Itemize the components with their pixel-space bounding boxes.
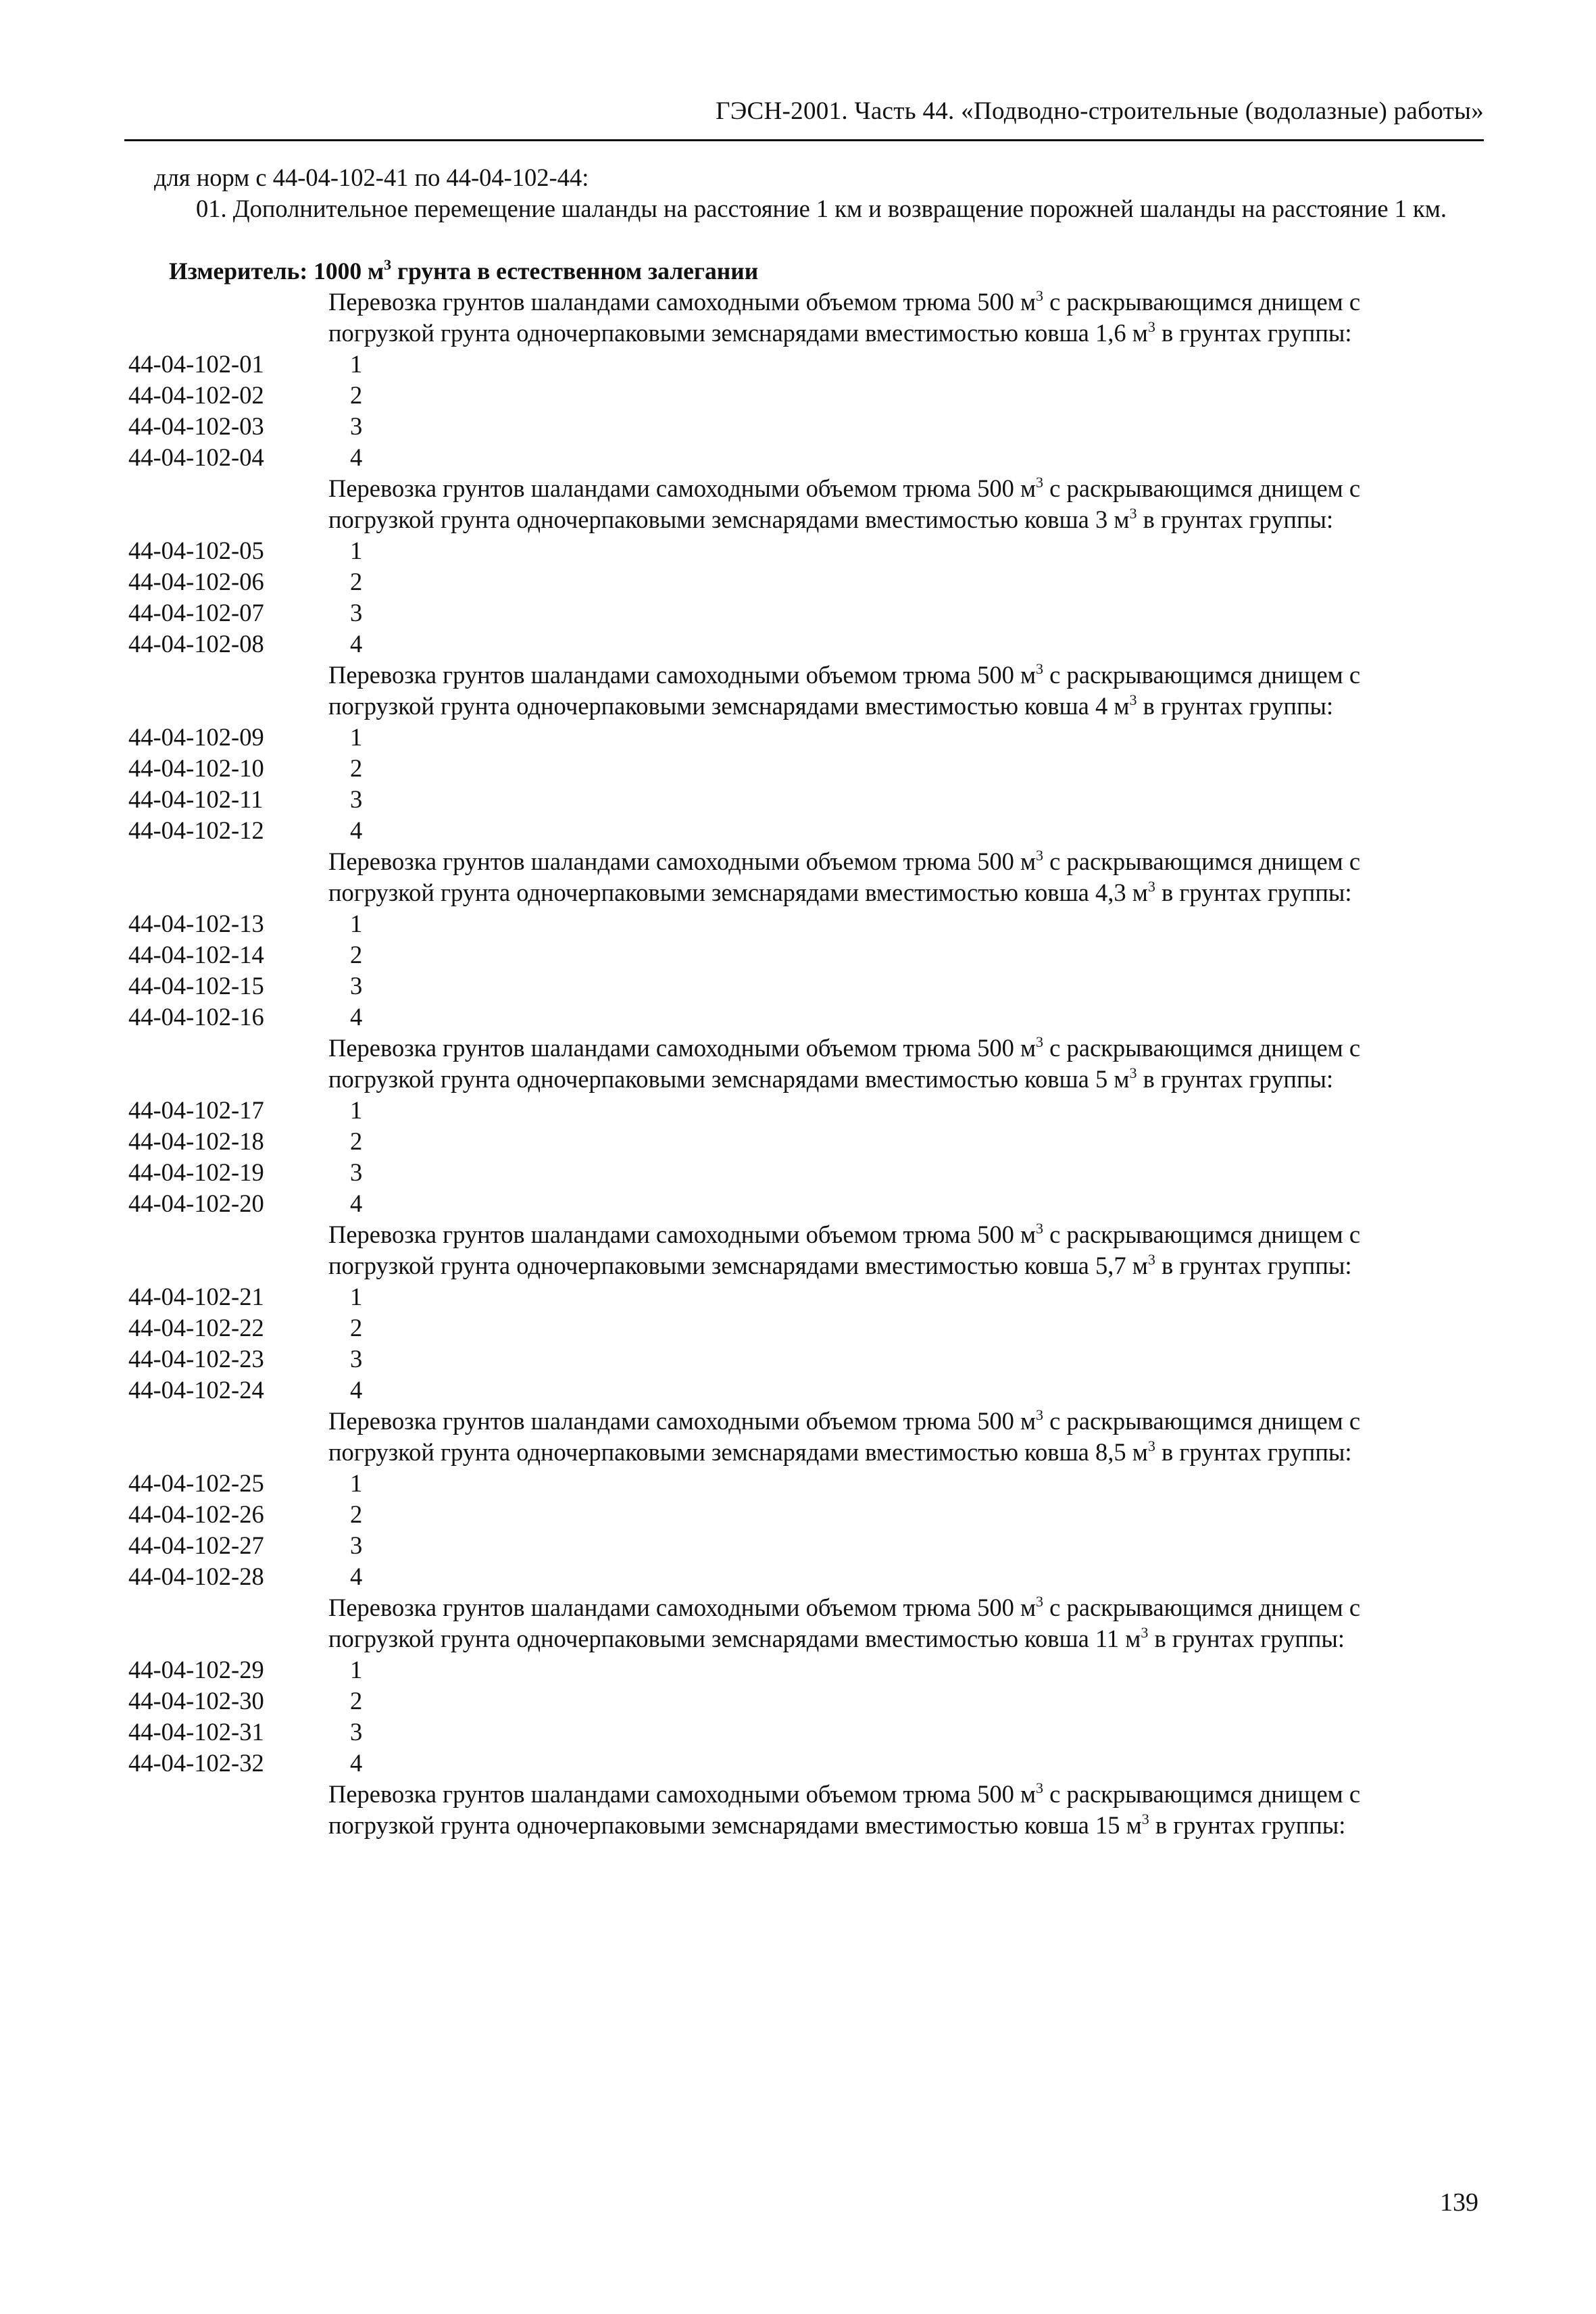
norm-block <box>128 1406 1453 1592</box>
soil-group: 3 <box>350 1531 363 1559</box>
norm-row <box>128 939 1453 970</box>
desc-unit: м <box>1120 1811 1142 1839</box>
bucket-volume: 4 <box>1095 692 1108 720</box>
desc-pre: Перевозка грунтов шаландами самоходными объемом трюма 500 м <box>328 661 1037 689</box>
soil-group: 2 <box>350 754 363 782</box>
desc-pre: Перевозка грунтов шаландами самоходными объемом трюма 500 м <box>328 1034 1037 1062</box>
desc-pre: Перевозка грунтов шаландами самоходными объемом трюма 500 м <box>328 1594 1037 1621</box>
norm-row <box>128 1312 1453 1344</box>
desc-pre: Перевозка грунтов шаландами самоходными объемом трюма 500 м <box>328 288 1037 316</box>
block-description <box>328 846 1389 908</box>
norm-code: 44-04-102-31 <box>128 1718 264 1746</box>
desc-sup: 3 <box>1129 691 1137 708</box>
norm-row <box>128 1002 1453 1033</box>
desc-post: в грунтах группы: <box>1137 1065 1334 1093</box>
norm-code: 44-04-102-20 <box>128 1189 264 1217</box>
block-description <box>328 287 1389 349</box>
desc-unit: м <box>1119 1625 1141 1652</box>
norm-row <box>128 380 1453 411</box>
desc-unit: м <box>1107 1065 1130 1093</box>
soil-group: 2 <box>350 1314 363 1341</box>
soil-group: 3 <box>350 1158 363 1186</box>
desc-sup: 3 <box>1036 1406 1044 1423</box>
desc-mid: с раскрывающимся днищем с погрузкой грунта одночерпаковыми земснарядами вместимостью ковша <box>328 1221 1361 1279</box>
norm-code: 44-04-102-32 <box>128 1749 264 1777</box>
norm-code: 44-04-102-28 <box>128 1562 264 1590</box>
desc-sup: 3 <box>1147 318 1155 335</box>
soil-group: 1 <box>350 1469 363 1497</box>
desc-unit: м <box>1126 1438 1148 1466</box>
desc-unit: м <box>1126 879 1148 906</box>
desc-sup: 3 <box>1036 847 1044 864</box>
norm-block <box>128 1219 1453 1406</box>
norms-scope-note: для норм с 44-04-102-41 по 44-04-102-44: <box>154 164 589 191</box>
soil-group: 2 <box>350 1687 363 1715</box>
bucket-volume: 1,6 <box>1095 319 1126 347</box>
desc-post: в грунтах группы: <box>1137 692 1334 720</box>
soil-group: 4 <box>350 1003 363 1031</box>
norm-code: 44-04-102-30 <box>128 1687 264 1715</box>
block-description <box>328 660 1389 722</box>
desc-sup: 3 <box>1036 1220 1044 1237</box>
desc-post: в грунтах группы: <box>1155 1252 1352 1279</box>
desc-unit: м <box>1107 692 1130 720</box>
soil-group: 3 <box>350 785 363 813</box>
desc-mid: с раскрывающимся днищем с погрузкой грунта одночерпаковыми земснарядами вместимостью ковша <box>328 847 1361 906</box>
block-description <box>328 473 1389 535</box>
measure-unit <box>169 255 758 287</box>
bucket-volume: 8,5 <box>1095 1438 1126 1466</box>
norm-blocks <box>128 287 1453 1841</box>
norm-row <box>128 1126 1453 1157</box>
norm-code: 44-04-102-21 <box>128 1283 264 1310</box>
soil-group: 4 <box>350 1749 363 1777</box>
norm-code: 44-04-102-14 <box>128 941 264 968</box>
soil-group: 1 <box>350 910 363 937</box>
norm-code: 44-04-102-23 <box>128 1345 264 1373</box>
norm-row <box>128 349 1453 380</box>
block-description <box>328 1592 1389 1654</box>
norm-row <box>128 1499 1453 1530</box>
desc-sup: 3 <box>1036 660 1044 677</box>
norm-row <box>128 1561 1453 1592</box>
desc-post: в грунтах группы: <box>1155 879 1352 906</box>
norm-row <box>128 1468 1453 1499</box>
desc-sup: 3 <box>1129 505 1137 522</box>
norm-block <box>128 473 1453 660</box>
soil-group: 4 <box>350 816 363 844</box>
block-description <box>328 1219 1389 1281</box>
norm-block <box>128 1033 1453 1219</box>
soil-group: 2 <box>350 1127 363 1155</box>
norm-block <box>128 1592 1453 1779</box>
desc-mid: с раскрывающимся днищем с погрузкой грунта одночерпаковыми земснарядами вместимостью ковша <box>328 1034 1361 1093</box>
soil-group: 3 <box>350 1718 363 1746</box>
norm-code: 44-04-102-10 <box>128 754 264 782</box>
norm-row <box>128 1748 1453 1779</box>
norm-row <box>128 1095 1453 1126</box>
norm-block <box>128 846 1453 1033</box>
norm-block <box>128 660 1453 846</box>
desc-sup: 3 <box>1036 287 1044 304</box>
norm-code: 44-04-102-19 <box>128 1158 264 1186</box>
soil-group: 1 <box>350 537 363 564</box>
norm-row <box>128 908 1453 939</box>
desc-pre: Перевозка грунтов шаландами самоходными объемом трюма 500 м <box>328 474 1037 502</box>
norm-code: 44-04-102-01 <box>128 350 264 378</box>
desc-post: в грунтах группы: <box>1148 1625 1345 1652</box>
soil-group: 2 <box>350 568 363 595</box>
desc-mid: с раскрывающимся днищем с погрузкой грунта одночерпаковыми земснарядами вместимостью ковша <box>328 288 1361 347</box>
norm-code: 44-04-102-07 <box>128 599 264 626</box>
desc-sup: 3 <box>1036 1033 1044 1050</box>
desc-post: в грунтах группы: <box>1155 1438 1352 1466</box>
bucket-volume: 3 <box>1095 506 1108 533</box>
norm-row <box>128 1344 1453 1375</box>
norm-code: 44-04-102-25 <box>128 1469 264 1497</box>
desc-mid: с раскрывающимся днищем с погрузкой грунта одночерпаковыми земснарядами вместимостью ковша <box>328 1407 1361 1466</box>
soil-group: 1 <box>350 1096 363 1124</box>
norm-code: 44-04-102-16 <box>128 1003 264 1031</box>
norm-row <box>128 1685 1453 1717</box>
norm-row <box>128 629 1453 660</box>
norm-row <box>128 411 1453 442</box>
norm-row <box>128 1375 1453 1406</box>
soil-group: 4 <box>350 1562 363 1590</box>
desc-sup: 3 <box>1141 1624 1149 1641</box>
norm-code: 44-04-102-11 <box>128 785 264 813</box>
norm-row <box>128 784 1453 815</box>
soil-group: 4 <box>350 1376 363 1404</box>
block-description <box>328 1033 1389 1095</box>
soil-group: 4 <box>350 630 363 658</box>
soil-group: 4 <box>350 443 363 471</box>
desc-sup: 3 <box>1129 1064 1137 1081</box>
norm-row <box>128 1281 1453 1312</box>
measure-prefix: Измеритель: 1000 м <box>169 257 384 285</box>
norm-code: 44-04-102-15 <box>128 972 264 1000</box>
desc-mid: с раскрывающимся днищем с погрузкой грунта одночерпаковыми земснарядами вместимостью ковша <box>328 1594 1361 1652</box>
desc-unit: м <box>1107 506 1130 533</box>
norm-code: 44-04-102-22 <box>128 1314 264 1341</box>
norm-row <box>128 1717 1453 1748</box>
norm-code: 44-04-102-08 <box>128 630 264 658</box>
measure-sup: 3 <box>384 256 392 273</box>
norm-row <box>128 566 1453 597</box>
desc-sup: 3 <box>1141 1811 1149 1827</box>
desc-post: в грунтах группы: <box>1155 319 1352 347</box>
norm-code: 44-04-102-05 <box>128 537 264 564</box>
measure-suffix: грунта в естественном залегании <box>391 257 759 285</box>
desc-sup: 3 <box>1036 1779 1044 1796</box>
norm-code: 44-04-102-09 <box>128 723 264 751</box>
header-rule <box>124 139 1484 141</box>
desc-pre: Перевозка грунтов шаландами самоходными объемом трюма 500 м <box>328 1780 1037 1808</box>
norm-code: 44-04-102-12 <box>128 816 264 844</box>
desc-post: в грунтах группы: <box>1137 506 1334 533</box>
desc-sup: 3 <box>1036 474 1044 491</box>
desc-unit: м <box>1126 319 1148 347</box>
norm-code: 44-04-102-26 <box>128 1500 264 1528</box>
norm-row <box>128 597 1453 629</box>
soil-group: 3 <box>350 599 363 626</box>
desc-mid: с раскрывающимся днищем с погрузкой грунта одночерпаковыми земснарядами вместимостью ковша <box>328 661 1361 720</box>
soil-group: 2 <box>350 1500 363 1528</box>
desc-post: в грунтах группы: <box>1149 1811 1346 1839</box>
norm-row <box>128 535 1453 566</box>
norm-code: 44-04-102-03 <box>128 412 264 440</box>
norm-block <box>128 1779 1453 1841</box>
soil-group: 2 <box>350 381 363 409</box>
desc-mid: с раскрывающимся днищем с погрузкой грунта одночерпаковыми земснарядами вместимостью ковша <box>328 1780 1361 1839</box>
norm-row <box>128 442 1453 473</box>
norm-code: 44-04-102-06 <box>128 568 264 595</box>
desc-sup: 3 <box>1147 1437 1155 1454</box>
soil-group: 3 <box>350 972 363 1000</box>
norm-row <box>128 753 1453 784</box>
norm-row <box>128 1188 1453 1219</box>
norm-code: 44-04-102-13 <box>128 910 264 937</box>
norm-row <box>128 815 1453 846</box>
block-description <box>328 1406 1389 1468</box>
norm-row <box>128 970 1453 1002</box>
desc-sup: 3 <box>1036 1593 1044 1610</box>
norm-code: 44-04-102-29 <box>128 1656 264 1683</box>
bucket-volume: 5,7 <box>1095 1252 1126 1279</box>
bucket-volume: 4,3 <box>1095 879 1126 906</box>
soil-group: 1 <box>350 1283 363 1310</box>
norm-row <box>128 1157 1453 1188</box>
soil-group: 4 <box>350 1189 363 1217</box>
bucket-volume: 5 <box>1095 1065 1108 1093</box>
soil-group: 1 <box>350 1656 363 1683</box>
desc-pre: Перевозка грунтов шаландами самоходными объемом трюма 500 м <box>328 1407 1037 1435</box>
norm-code: 44-04-102-24 <box>128 1376 264 1404</box>
page-number: 139 <box>1440 2188 1478 2217</box>
norm-row <box>128 1530 1453 1561</box>
norm-code: 44-04-102-02 <box>128 381 264 409</box>
bucket-volume: 15 <box>1095 1811 1120 1839</box>
norm-row <box>128 1654 1453 1685</box>
desc-unit: м <box>1126 1252 1148 1279</box>
block-description <box>328 1779 1389 1841</box>
desc-pre: Перевозка грунтов шаландами самоходными объемом трюма 500 м <box>328 1221 1037 1248</box>
norm-code: 44-04-102-04 <box>128 443 264 471</box>
norm-code: 44-04-102-18 <box>128 1127 264 1155</box>
soil-group: 1 <box>350 723 363 751</box>
desc-mid: с раскрывающимся днищем с погрузкой грунта одночерпаковыми земснарядами вместимостью ковша <box>328 474 1361 533</box>
norm-row <box>128 722 1453 753</box>
desc-pre: Перевозка грунтов шаландами самоходными объемом трюма 500 м <box>328 847 1037 875</box>
norm-code: 44-04-102-27 <box>128 1531 264 1559</box>
soil-group: 1 <box>350 350 363 378</box>
soil-group: 3 <box>350 412 363 440</box>
additional-work-paragraph: 01. Дополнительное перемещение шаланды на расстояние 1 км и возвращение порожней шаланды на расстояние 1 км. <box>196 195 1447 222</box>
bucket-volume: 11 <box>1095 1625 1120 1652</box>
soil-group: 3 <box>350 1345 363 1373</box>
desc-sup: 3 <box>1147 878 1155 895</box>
soil-group: 2 <box>350 941 363 968</box>
page-header: ГЭСН-2001. Часть 44. «Подводно-строительные (водолазные) работы» <box>716 97 1484 125</box>
norm-block <box>128 287 1453 473</box>
norm-code: 44-04-102-17 <box>128 1096 264 1124</box>
desc-sup: 3 <box>1147 1251 1155 1268</box>
